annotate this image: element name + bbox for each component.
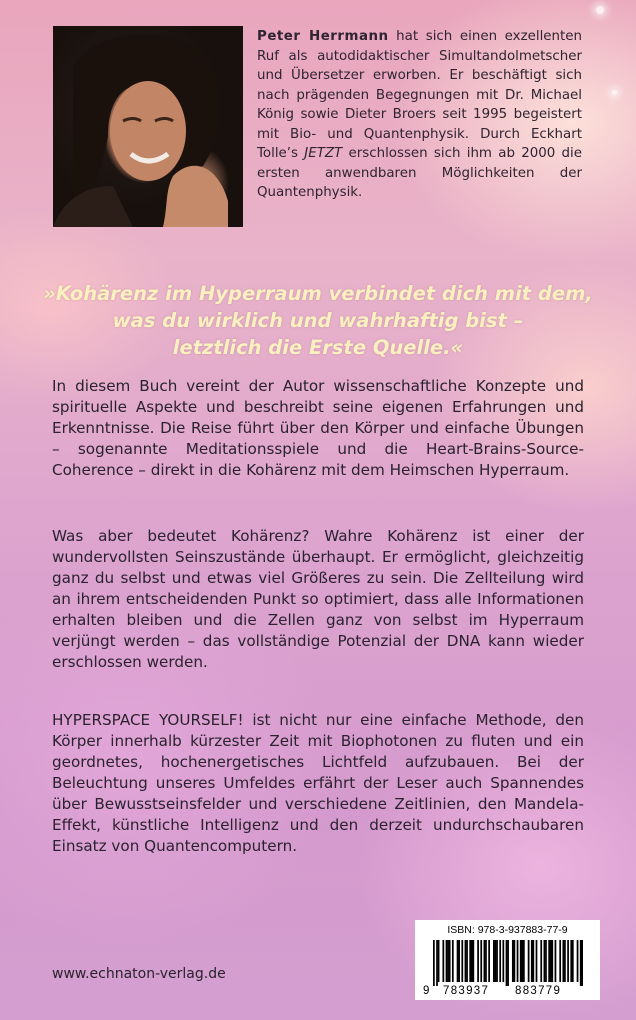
barcode-bar — [545, 940, 547, 982]
barcode-bar — [480, 940, 482, 982]
ean13-barcode-icon — [433, 940, 583, 986]
barcode-bar — [488, 940, 490, 982]
barcode-bar — [555, 940, 557, 982]
light-sparkle — [612, 90, 617, 95]
author-bio-text: hat sich einen exzellenten Ruf als autodidaktischer Simultandolmetscher und Übersetzer erworben. Er beschäftigt sich nach prägenden Begegnungen mit Dr. Michael König sowie Dieter Broers seit 1995 begeistert mit Bio- und Quantenphysik. Durch Eckhart Tolle’s — [257, 29, 582, 161]
quote-line: »Kohärenz im Hyperraum verbindet dich mit dem, — [43, 282, 593, 305]
barcode-bar — [446, 940, 448, 982]
barcode-bar — [520, 940, 522, 982]
barcode-bar — [507, 940, 509, 986]
barcode-bar — [502, 940, 504, 982]
barcode-bar — [457, 940, 459, 982]
barcode-lead-digit: 9 — [423, 985, 431, 997]
barcode-bar — [495, 940, 497, 982]
barcode-bar — [544, 940, 546, 982]
barcode-bar — [466, 940, 468, 982]
barcode-bar — [514, 940, 516, 982]
isbn-barcode — [415, 920, 600, 1000]
barcode-bar — [469, 940, 471, 982]
publisher-website: www.echnaton-verlag.de — [52, 966, 226, 982]
author-photo — [53, 26, 243, 227]
barcode-bar — [550, 940, 552, 982]
barcode-bar — [567, 940, 569, 982]
barcode-bar — [485, 940, 487, 982]
barcode-bar — [449, 940, 451, 982]
barcode-bar — [461, 940, 463, 982]
barcode-group-2: 883779 — [515, 985, 562, 997]
author-bio — [257, 27, 582, 203]
barcode-bar — [540, 940, 542, 982]
barcode-bar — [472, 940, 474, 982]
barcode-bar — [559, 940, 561, 982]
book-reference: JETZT — [304, 146, 343, 161]
paragraph-2: Was aber bedeutet Kohärenz? Wahre Kohärenz ist einer der wundervollsten Seinszustände überhaupt. Er ermöglicht, gleichzeitig ganz du selbst und etwas viel Größeres zu sein. Die Zellteilung wird an ihrem entscheidenden Punkt so optimiert, dass alle Informationen erhalten bleiben und die Zellen ganz von selbst im Hyperraum verjüngt werden – das vollständige Potenzial der DNA kann wieder erschlossen werden. — [52, 527, 584, 671]
barcode-bar — [532, 940, 534, 982]
barcode-bar — [452, 940, 454, 982]
barcode-bar — [496, 940, 498, 982]
quote-line: letztlich die Erste Quelle.« — [172, 336, 464, 359]
barcode-bar — [581, 940, 583, 986]
barcode-bar — [512, 940, 514, 982]
barcode-bar — [521, 940, 523, 982]
barcode-group-1: 783937 — [443, 985, 490, 997]
barcode-bar — [477, 940, 479, 982]
author-bio-text-end: erschlossen sich ihm ab 2000 die ersten anwendbaren Möglichkeiten der Quantenphysik. — [257, 146, 583, 200]
barcode-bar — [577, 940, 579, 982]
barcode-bar — [465, 940, 467, 982]
barcode-bar — [436, 940, 438, 986]
barcode-bar — [517, 940, 519, 982]
barcode-bar — [493, 940, 495, 982]
barcode-bar — [506, 940, 508, 986]
barcode-bar — [523, 940, 525, 982]
barcode-bar — [564, 940, 566, 982]
author-name: Peter Herrmann — [257, 29, 389, 44]
barcode-bar — [458, 940, 460, 982]
barcode-bar — [531, 940, 533, 982]
barcode-bar — [570, 940, 572, 982]
barcode-bar — [484, 940, 486, 982]
barcode-bar — [442, 940, 444, 982]
barcode-bar — [528, 940, 530, 982]
pull-quote — [40, 280, 596, 361]
barcode-bar — [548, 940, 550, 982]
barcode-bar — [572, 940, 574, 982]
barcode-bar — [551, 940, 553, 982]
paragraph-1: In diesem Buch vereint der Autor wissenschaftliche Konzepte und spirituelle Aspekte und beschreibt seine eigenen Erfahrungen und Erkenntnisse. Die Reise führt über den Körper und einfache Übungen – sogenannte Meditationsspiele und die Heart-Brains-Source-Coherence – direkt in die Kohärenz mit dem Heimschen Hyperraum. — [52, 377, 584, 479]
barcode-bar — [562, 940, 564, 982]
barcode-bar — [447, 940, 449, 982]
barcode-bar — [438, 940, 440, 982]
barcode-bar — [580, 940, 582, 986]
barcode-bar — [536, 940, 538, 982]
portrait-photo-icon — [53, 26, 243, 227]
quote-line: was du wirklich und wahrhaftig bist – — [112, 309, 524, 332]
light-sparkle — [596, 6, 604, 14]
barcode-bar — [433, 940, 435, 986]
barcode-bar — [471, 940, 473, 982]
barcode-bar — [499, 940, 501, 982]
paragraph-3: HYPERSPACE YOURSELF! ist nicht nur eine einfache Methode, den Körper innerhalb kürzester Zeit mit Biophotonen zu fluten und ein geordnetes, hochenergetisches Lichtfeld aufzubauen. Bei der Beleuchtung unseres Umfeldes erfährt der Leser auch Spannendes über Bewusstseinsfelder und verschiedene Zeitlinien, den Mandela-Effekt, künstliche Intelligenz und den derzeit undurchschaubaren Einsatz von Quantencomputern. — [52, 711, 584, 855]
isbn-label: ISBN: 978-3-937883-77-9 — [447, 924, 568, 936]
